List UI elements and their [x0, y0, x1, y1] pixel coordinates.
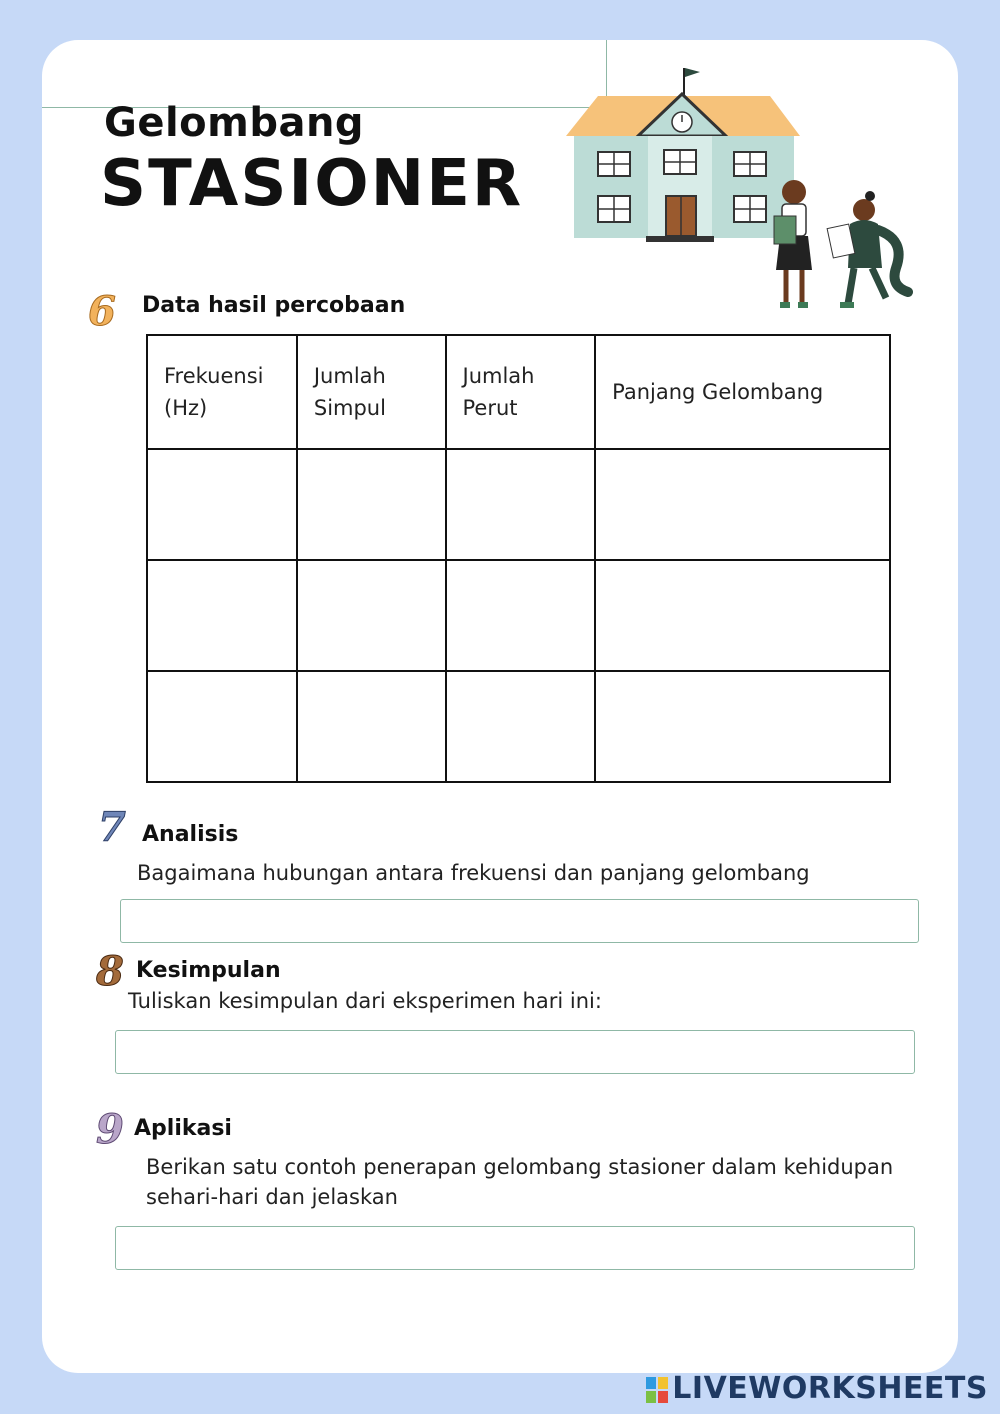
table-cell[interactable] [446, 449, 596, 560]
table-cell[interactable] [595, 671, 890, 782]
table-header-row [147, 335, 890, 449]
aplikasi-answer-input[interactable] [115, 1226, 915, 1270]
table-row [147, 449, 890, 560]
section-7-prompt: Bagaimana hubungan antara frekuensi dan panjang gelombang [137, 861, 810, 885]
title-line-2: STASIONER [100, 147, 524, 221]
section-7-heading: Analisis [142, 822, 239, 847]
section-9-number: 9 [96, 1106, 124, 1153]
table-row [147, 560, 890, 671]
data-table [146, 334, 891, 783]
table-cell[interactable] [297, 560, 446, 671]
table-cell[interactable] [595, 560, 890, 671]
table-cell[interactable] [147, 560, 297, 671]
section-8-prompt: Tuliskan kesimpulan dari eksperimen hari ini: [128, 989, 602, 1013]
brand-name: LIVEWORKSHEETS [672, 1371, 988, 1406]
header-frekuensi-line1: Frekuensi [164, 364, 264, 388]
table-cell[interactable] [297, 449, 446, 560]
header-frekuensi [147, 335, 297, 449]
section-9-prompt-line2: sehari-hari dan jelaskan [146, 1185, 398, 1209]
header-simpul-line2: Simpul [313, 396, 386, 420]
kesimpulan-answer-input[interactable] [115, 1030, 915, 1074]
header-simpul-line1: Jumlah [313, 364, 386, 388]
table-cell[interactable] [595, 449, 890, 560]
section-9-heading: Aplikasi [134, 1116, 232, 1141]
table-cell[interactable] [147, 671, 297, 782]
table-cell[interactable] [297, 671, 446, 782]
header-jumlah-perut [446, 335, 596, 449]
decorative-corner-line [42, 40, 607, 108]
school-illustration [560, 64, 920, 314]
liveworksheets-logo-icon [646, 1377, 668, 1403]
section-7-number: 7 [98, 804, 126, 851]
title-line-1: Gelombang [104, 100, 365, 146]
section-8-number: 8 [96, 948, 124, 995]
section-6-number: 6 [88, 288, 116, 335]
section-8-heading: Kesimpulan [136, 958, 281, 983]
liveworksheets-brand[interactable] [646, 1371, 988, 1406]
section-9-prompt-line1: Berikan satu contoh penerapan gelombang stasioner dalam kehidupan [146, 1155, 894, 1179]
table-cell[interactable] [147, 449, 297, 560]
header-jumlah-simpul [297, 335, 446, 449]
section-6-heading: Data hasil percobaan [142, 293, 406, 318]
table-cell[interactable] [446, 671, 596, 782]
table-cell[interactable] [446, 560, 596, 671]
header-perut-line2: Perut [462, 396, 518, 420]
header-frekuensi-line2: (Hz) [164, 396, 208, 420]
table-row [147, 671, 890, 782]
header-panjang-gelombang: Panjang Gelombang [595, 335, 890, 449]
analisis-answer-input[interactable] [120, 899, 919, 943]
header-perut-line1: Jumlah [462, 364, 535, 388]
